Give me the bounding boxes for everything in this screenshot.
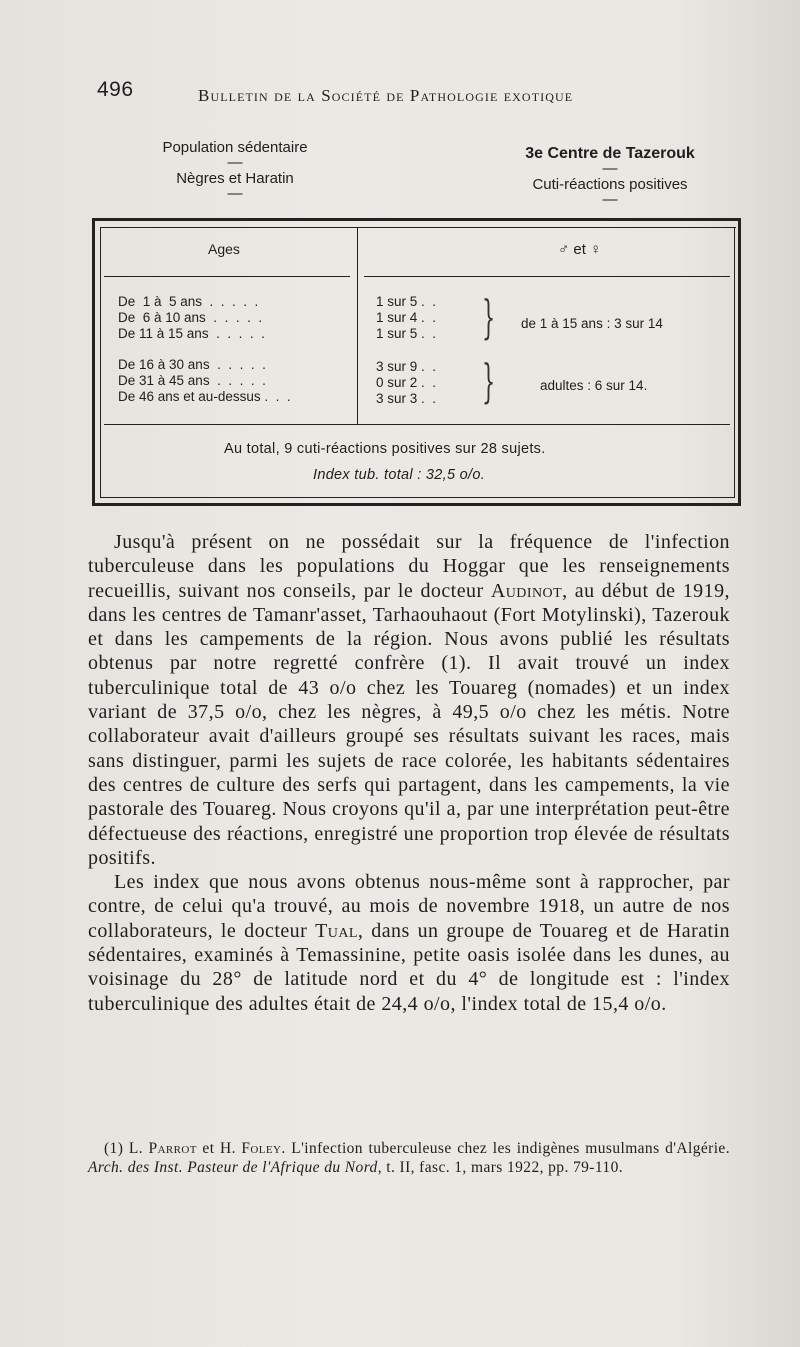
column-header-sex: ♂ et ♀ — [558, 241, 602, 258]
footnote-text-a: . L'infection tuberculeuse chez les indigènes musulmans d'Algérie. — [281, 1140, 730, 1157]
table-border-left-inner — [100, 227, 101, 498]
running-head: Bulletin de la Société de Pathologie exotique — [198, 86, 574, 105]
value-row: 1 sur 5 . . — [376, 294, 437, 309]
table-header-rule-right — [364, 276, 730, 277]
author-name-audinot: Audinot — [490, 579, 563, 602]
header-right — [495, 144, 725, 206]
header-right-dash2: — — [602, 191, 618, 208]
group2-summary: adultes : 6 sur 14. — [540, 378, 648, 393]
page-number: 496 — [97, 78, 134, 101]
paragraph-2-text-a: Les index que nous avons obtenus nous-même sont à rapprocher, par contre, de celui qu'a trouvé, au mois de novembre 1918, un autre de nos collaborateurs, le docteur — [88, 871, 730, 942]
value-row: 1 sur 5 . . — [376, 326, 437, 341]
paragraph-1-text-a: Jusqu'à présent on ne possédait sur la fréquence de l'infection tuberculeuse dans les populations du Hoggar que les renseignements recueillis, suivant nos conseils, par le docteur — [88, 531, 730, 602]
value-row: 3 sur 3 . . — [376, 391, 437, 406]
value-row: 3 sur 9 . . — [376, 359, 437, 374]
column-header-ages: Ages — [208, 241, 240, 257]
footnote-text-b: , t. II, fasc. 1, mars 1922, pp. 79-110. — [377, 1159, 624, 1176]
footnote-author-1: Parrot — [148, 1140, 197, 1157]
author-name-tual: Tual — [315, 919, 358, 942]
body-text — [88, 530, 730, 1016]
table-border-right-inner — [734, 227, 735, 498]
paragraph-1-text-b: , au début de 1919, dans les centres de Tamanr'asset, Tarhaouhaout (Fort Motylinski), Tazerouk et dans les campements de la région. Nous avons publié les résultats obtenus par notre regretté confrère (1). Il avait trouvé un index tuberculinique total de 43 o/o chez les Touareg (nomades) et un index variant de 37,5 o/o, chez les nègres, à 49,5 o/o chez les métis. Notre collaborateur avait d'ailleurs groupé ses résultats suivant les races, mais sans distinguer, parmi les sujets de race colorée, les habitants sédentaires des centres de culture des serfs qui partagent, dans les campements, la vie pastorale des Touareg. Nous croyons qu'il a, par une interprétation peut-être défectueuse des réactions, enregistré une proportion trop élevée de résultats positifs. — [88, 579, 730, 869]
header-left-dash2: — — [227, 185, 243, 202]
header-right-dash1: — — [602, 160, 618, 177]
paragraph-1 — [88, 530, 730, 870]
table-body-rule — [104, 424, 730, 425]
age-row: De 1 à 5 ans . . . . . — [118, 294, 259, 309]
table-border-right — [738, 218, 741, 506]
table-border-left — [92, 218, 95, 506]
footnote — [88, 1139, 730, 1177]
header-right-line1: 3e Centre de Tazerouk — [525, 145, 695, 162]
table-column-divider — [357, 228, 358, 424]
age-row: De 31 à 45 ans . . . . . — [118, 373, 266, 388]
header-left-dash1: — — [227, 154, 243, 171]
header-left-line1: Population sédentaire — [162, 139, 308, 156]
paragraph-2-text-b: , dans un groupe de Touareg et de Haratin sédentaires, examinés à Temassinine, petite oasis isolée dans les dunes, au voisinage du 28° de latitude nord et du 4° de longitude est : l'index tuberculinique des adultes était de 24,4 o/o, l'index total de 15,4 o/o. — [88, 919, 730, 1015]
header-right-line2: Cuti-réactions positives — [532, 176, 688, 193]
header-left — [130, 138, 340, 200]
footnote-journal: Arch. des Inst. Pasteur de l'Afrique du Nord — [88, 1159, 378, 1176]
table-border-bottom-inner — [100, 497, 735, 498]
age-row: De 6 à 10 ans . . . . . — [118, 310, 263, 325]
footnote-mark: (1) L. — [104, 1140, 149, 1157]
table-header-rule-left — [104, 276, 350, 277]
value-row: 1 sur 4 . . — [376, 310, 437, 325]
table-index: Index tub. total : 32,5 o/o. — [313, 467, 486, 483]
table-total: Au total, 9 cuti-réactions positives sur 28 sujets. — [224, 441, 546, 457]
table-border-bottom — [92, 503, 741, 506]
age-row: De 11 à 15 ans . . . . . — [118, 326, 265, 341]
footnote-author-2: Foley — [241, 1140, 282, 1157]
age-row: De 46 ans et au-dessus . . . — [118, 389, 291, 404]
footnote-and: et H. — [196, 1140, 242, 1157]
paragraph-2 — [88, 870, 730, 1016]
header-left-line2: Nègres et Haratin — [176, 170, 294, 187]
group1-brace: } — [482, 290, 496, 344]
table-border-top — [92, 218, 740, 221]
group2-brace: } — [482, 354, 496, 408]
table-border-top-inner — [100, 227, 736, 228]
value-row: 0 sur 2 . . — [376, 375, 437, 390]
group1-summary: de 1 à 15 ans : 3 sur 14 — [521, 316, 663, 331]
age-row: De 16 à 30 ans . . . . . — [118, 357, 266, 372]
